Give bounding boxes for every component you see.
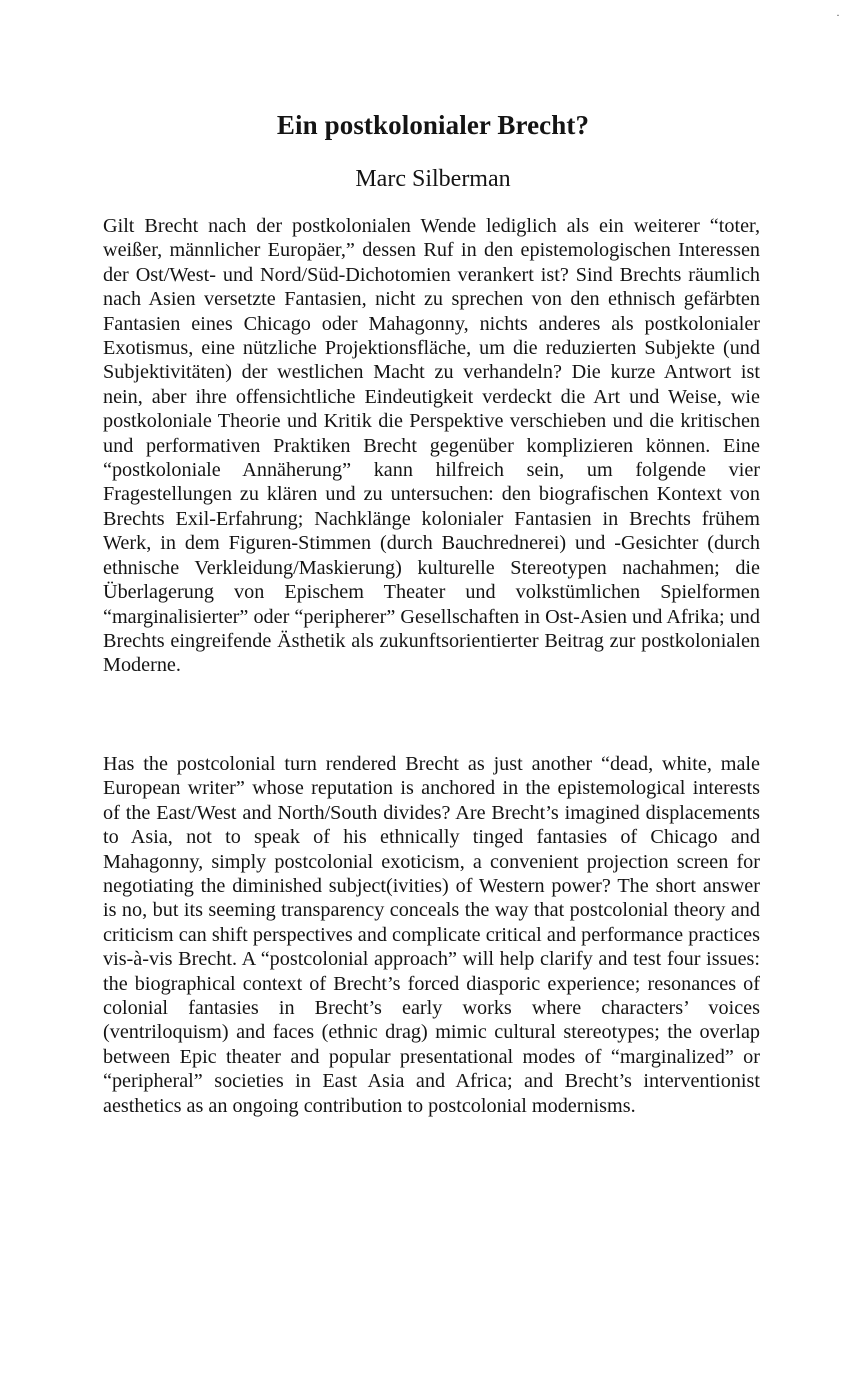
- article-title: Ein postkolonialer Brecht?: [276, 110, 590, 140]
- abstract-german: Gilt Brecht nach der postkolonialen Wende lediglich als ein weiterer “toter, weißer, männlicher Europäer,” dessen Ruf in den epistemologischen Interessen der Ost/West- und Nord/Süd-Dichotomien verankert ist? Sind Brechts räumlich nach Asien versetzte Fantasien, nicht zu sprechen von den ethnisch gefärbten Fantasien eines Chicago oder Mahagonny, nichts anderes als postkolonialer Exotismus, eine nützliche Projektionsfläche, um die reduzierten Subjekte (und Subjektivitäten) der westlichen Macht zu verhandeln? Die kurze Antwort ist nein, aber ihre offensichtliche Eindeutigkeit verdeckt die Art und Weise, wie postkoloniale Theorie und Kritik die Perspektive verschieben und die kritischen und performativen Praktiken Brecht gegenüber komplizieren können. Eine “postkoloniale Annäherung” kann hilfreich sein, um folgende vier Fragestellungen zu klären und zu untersuchen: den biografischen Kontext von Brechts Exil-Erfahrung; Nachklänge kolonialer Fantasien in Brechts frühem Werk, in dem Figuren-Stimmen (durch Bauchrednerei) und -Gesichter (durch ethnische Verkleidung/Maskierung) kulturelle Stereotypen nachahmen; die Überlagerung von Epischem Theater und volkstümlichen Spielformen “marginalisierter” oder “peripherer” Gesellschaften in Ost-Asien und Afrika; und Brechts eingreifende Ästhetik als zukunftsorientierter Beitrag zur postkolonialen Moderne.: [103, 215, 760, 677]
- article-author: Marc Silberman: [355, 166, 511, 192]
- abstract-english: Has the postcolonial turn rendered Brecht as just another “dead, white, male European writer” whose reputation is anchored in the epistemological interests of the East/West and North/South divides? Are Brecht’s imagined displacements to Asia, not to speak of his ethnically tinged fantasies of Chicago and Mahagonny, simply postcolonial exoticism, a convenient projection screen for negotiating the diminished subject(ivities) of Western power? The short answer is no, but its seeming transparency conceals the way that postcolonial theory and criticism can shift perspectives and complicate critical and performance practices vis-à-vis Brecht. A “postcolonial approach” will help clarify and test four issues: the biographical context of Brecht’s forced diasporic experience; resonances of colonial fantasies in Brecht’s early works where characters’ voices (ventriloquism) and faces (ethnic drag) mimic cultural stereotypes; the overlap between Epic theater and popular presentational modes of “marginalized” or “peripheral” societies in East Asia and Africa; and Brecht’s interventionist aesthetics as an ongoing contribution to postcolonial modernisms.: [103, 753, 760, 1117]
- page-corner-mark: ·: [836, 8, 840, 22]
